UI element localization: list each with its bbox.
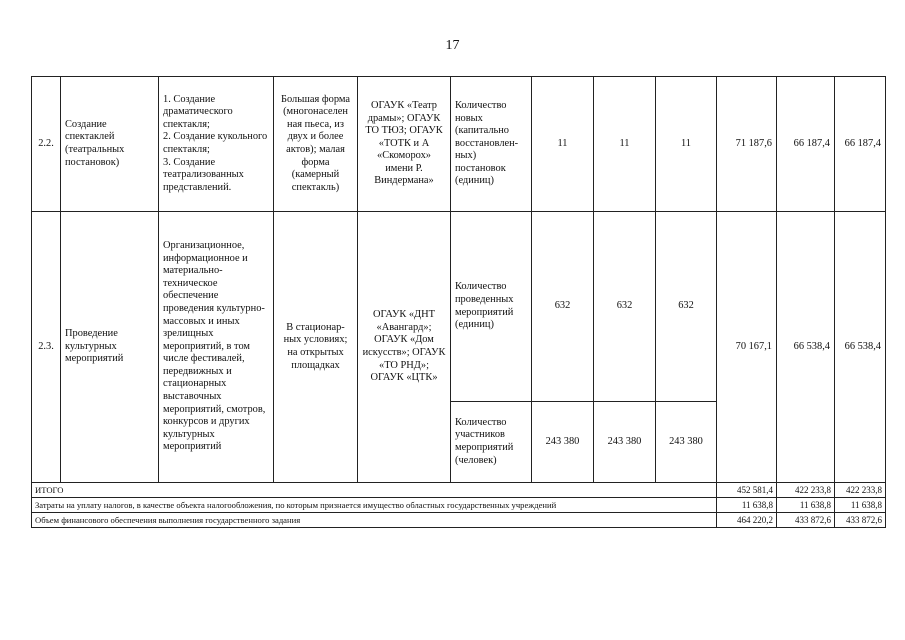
summary-value-2: 422 233,8 [777, 483, 835, 498]
indicator-name-events: Количество проведенных мероприятий (единиц) [451, 212, 532, 402]
activity-content: 1. Создание драматического спектакля; 2. Создание кукольного спектакля; 3. Создание театрализованных представлений. [159, 77, 274, 212]
summary-value-3: 422 233,8 [835, 483, 886, 498]
summary-value-1: 11 638,8 [717, 498, 777, 513]
summary-value-1: 452 581,4 [717, 483, 777, 498]
funding-value-2: 66 187,4 [777, 77, 835, 212]
indicator-value-2: 11 [594, 77, 656, 212]
summary-value-2: 433 872,6 [777, 513, 835, 528]
summary-value-3: 11 638,8 [835, 498, 886, 513]
summary-label: Затраты на уплату налогов, в качестве объекта налогообложения, по которым признается имущество областных государственных учреждений [32, 498, 717, 513]
activity-conditions: Большая форма (многонаселен ная пьеса, из двух и более актов); малая форма (камерный спектакль) [274, 77, 358, 212]
indicator-events-1: 632 [532, 212, 594, 402]
summary-row-total [32, 483, 886, 498]
summary-value-2: 11 638,8 [777, 498, 835, 513]
funding-value-1: 71 187,6 [717, 77, 777, 212]
summary-value-3: 433 872,6 [835, 513, 886, 528]
funding-value-3: 66 187,4 [835, 77, 886, 212]
activity-executors: ОГАУК «Театр драмы»; ОГАУК ТО ТЮЗ; ОГАУК «ТОТК и А «Скоморох» имени Р. Виндермана» [358, 77, 451, 212]
indicator-value-1: 11 [532, 77, 594, 212]
row-number: 2.2. [32, 77, 61, 212]
row-number: 2.3. [32, 212, 61, 483]
table-row-2-3 [32, 212, 886, 402]
activity-name: Проведение культурных мероприятий [61, 212, 159, 483]
indicator-participants-1: 243 380 [532, 402, 594, 483]
summary-row-funding [32, 513, 886, 528]
activity-conditions: В стационар-ных условиях; на открытых площадках [274, 212, 358, 483]
indicator-name: Количество новых (капитально восстановлен-ных) постановок (единиц) [451, 77, 532, 212]
indicator-events-3: 632 [656, 212, 717, 402]
indicator-events-2: 632 [594, 212, 656, 402]
activity-content: Организационное, информационное и материально-техническое обеспечение проведения культурно-массовых и иных зрелищных мероприятий, в том числе фестивалей, передвижных и стационарных выставочных мероприятий, смотров, конкурсов и других культурных мероприятий [159, 212, 274, 483]
summary-row-taxes [32, 498, 886, 513]
funding-value-1: 70 167,1 [717, 212, 777, 483]
activity-executors: ОГАУК «ДНТ «Авангард»; ОГАУК «Дом искусств»; ОГАУК «ТО РНД»; ОГАУК «ЦТК» [358, 212, 451, 483]
indicator-participants-2: 243 380 [594, 402, 656, 483]
summary-label: Объем финансового обеспечения выполнения государственного задания [32, 513, 717, 528]
summary-label: ИТОГО [32, 483, 717, 498]
indicator-name-participants: Количество участников мероприятий (человек) [451, 402, 532, 483]
funding-value-3: 66 538,4 [835, 212, 886, 483]
activity-name: Создание спектаклей (театральных постановок) [61, 77, 159, 212]
indicator-value-3: 11 [656, 77, 717, 212]
indicator-participants-3: 243 380 [656, 402, 717, 483]
table-row-2-2 [32, 77, 886, 212]
page-number: 17 [445, 38, 460, 53]
funding-value-2: 66 538,4 [777, 212, 835, 483]
funding-table [31, 76, 886, 528]
summary-value-1: 464 220,2 [717, 513, 777, 528]
